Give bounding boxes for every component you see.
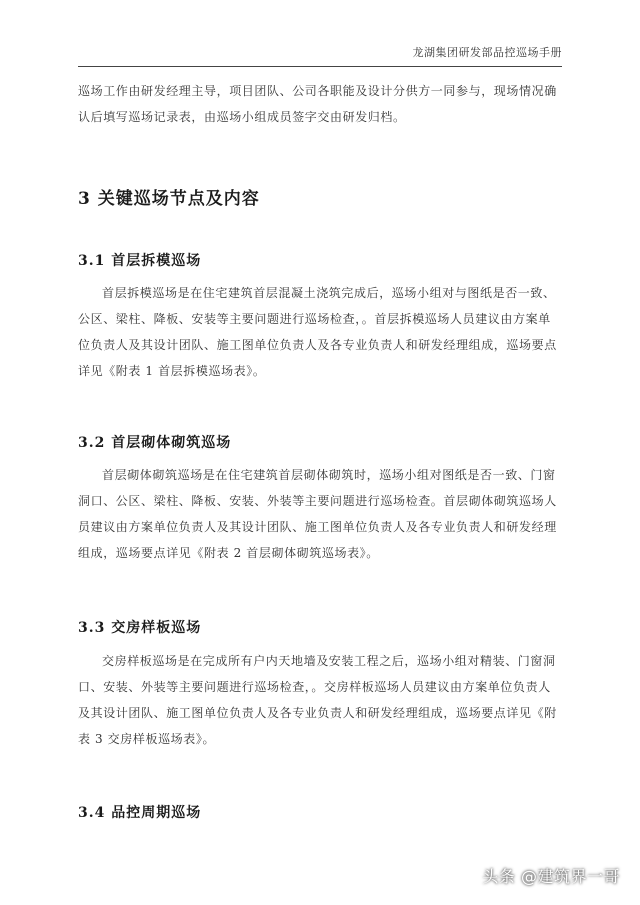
- section-3-2-body: 首层砌体砌筑巡场是在住宅建筑首层砌体砌筑时，巡场小组对图纸是否一致、门窗洞口、公区、梁柱、降板、安装、外装等主要问题进行巡场检查。首层砌体砌筑巡场人员建议由方案单位负责人及其设计团队、施工图单位负责人及各专业负责人和研发经理组成，巡场要点详见《附表 2 首层砌体砌筑巡场表》。: [78, 468, 557, 560]
- section-3-2-heading: 3.2 首层砌体砌筑巡场: [78, 435, 232, 451]
- running-header: 龙湖集团研发部品控巡场手册: [412, 46, 562, 59]
- section-3-3-body: 交房样板巡场是在完成所有户内天地墙及安装工程之后，巡场小组对精装、门窗洞口、安装、外装等主要问题进行巡场检查，。交房样板巡场人员建议由方案单位负责人及其设计团队、施工图单位负责人及各专业负责人和研发经理组成，巡场要点详见《附表 3 交房样板巡场表》。: [78, 654, 557, 746]
- header-divider: [78, 66, 562, 67]
- section-3-heading: 3 关键巡场节点及内容: [78, 189, 260, 209]
- section-3-1-body: 首层拆模巡场是在住宅建筑首层混凝土浇筑完成后，巡场小组对与图纸是否一致、公区、梁柱、降板、安装等主要问题进行巡场检查，。首层拆模巡场人员建议由方案单位负责人及其设计团队、施工图单位负责人及各专业负责人和研发经理组成，巡场要点详见《附表 1 首层拆模巡场表》。: [78, 286, 557, 378]
- watermark: 头条 @建筑界一哥: [482, 867, 620, 886]
- section-3-1-heading: 3.1 首层拆模巡场: [78, 253, 202, 269]
- intro-paragraph: 巡场工作由研发经理主导，项目团队、公司各职能及设计分供方一同参与，现场情况确认后填写巡场记录表，由巡场小组成员签字交由研发归档。: [78, 84, 557, 124]
- section-3-4-heading: 3.4 品控周期巡场: [78, 805, 202, 821]
- section-3-3-heading: 3.3 交房样板巡场: [78, 620, 202, 636]
